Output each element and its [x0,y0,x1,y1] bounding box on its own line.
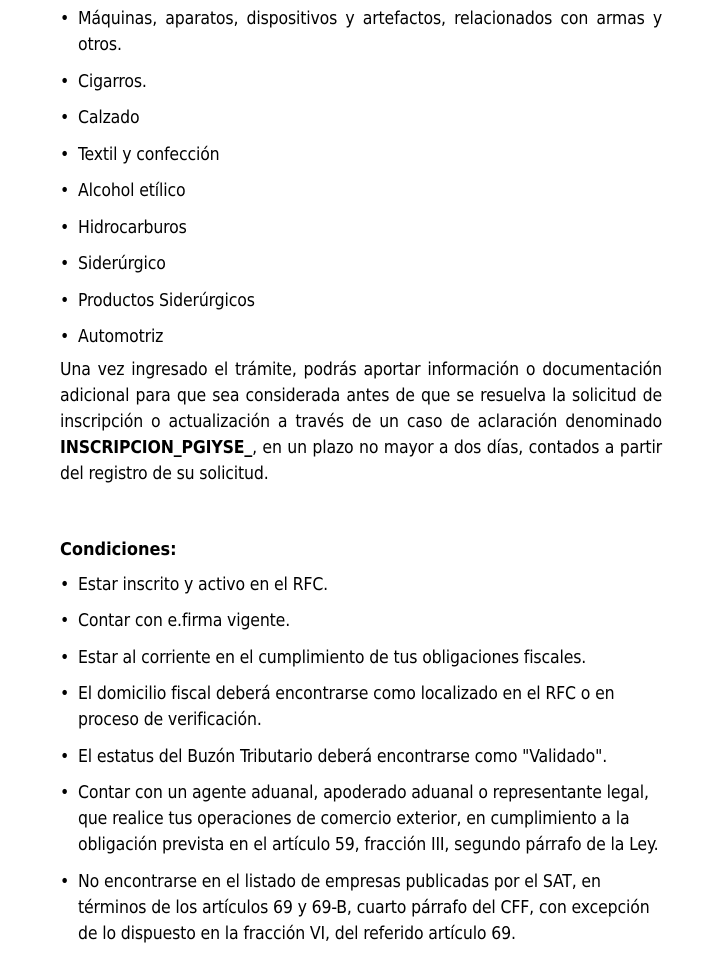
case-name: INSCRIPCION_PGIYSE_ [60,437,253,458]
paragraph-text-after: , en un plazo no mayor a dos días, contados a partir del registro de su solicitud. [60,437,662,484]
list-item: • Máquinas, aparatos, dispositivos y artefactos, relacionados con armas y otros. [60,6,662,58]
list-item: • Hidrocarburos [60,215,662,241]
info-paragraph [60,357,662,487]
list-item: • Contar con e.firma vigente. [60,608,662,634]
list-item: • No encontrarse en el listado de empresas publicadas por el SAT, en términos de los artículos 69 y 69-B, cuarto párrafo del CFF, con excepción de lo dispuesto en la fracción VI, del referido artículo 69. [60,869,662,947]
conditions-list [60,572,662,947]
list-item: • Estar inscrito y activo en el RFC. [60,572,662,598]
list-item: • El domicilio fiscal deberá encontrarse como localizado en el RFC o en proceso de verificación. [60,681,662,733]
list-item: • Alcohol etílico [60,178,662,204]
list-item: • El estatus del Buzón Tributario deberá encontrarse como "Validado". [60,744,662,770]
sector-list [60,6,662,350]
conditions-heading: Condiciones: [60,538,177,560]
list-item: • Productos Siderúrgicos [60,288,662,314]
document-page [60,6,662,957]
list-item: • Contar con un agente aduanal, apoderado aduanal o representante legal, que realice tus operaciones de comercio exterior, en cumplimiento a la obligación prevista en el artículo 59, fracción III, segundo párrafo de la Ley. [60,780,662,858]
list-item: • Textil y confección [60,142,662,168]
list-item: • Automotriz [60,324,662,350]
paragraph-text-before: Una vez ingresado el trámite, podrás aportar información o documentación adicional para que sea considerada antes de que se resuelva la solicitud de inscripción o actualización a través de un caso de aclaración denominado [60,359,662,432]
list-item: • Siderúrgico [60,251,662,277]
list-item: • Estar al corriente en el cumplimiento de tus obligaciones fiscales. [60,645,662,671]
list-item: • Cigarros. [60,69,662,95]
list-item: • Calzado [60,105,662,131]
